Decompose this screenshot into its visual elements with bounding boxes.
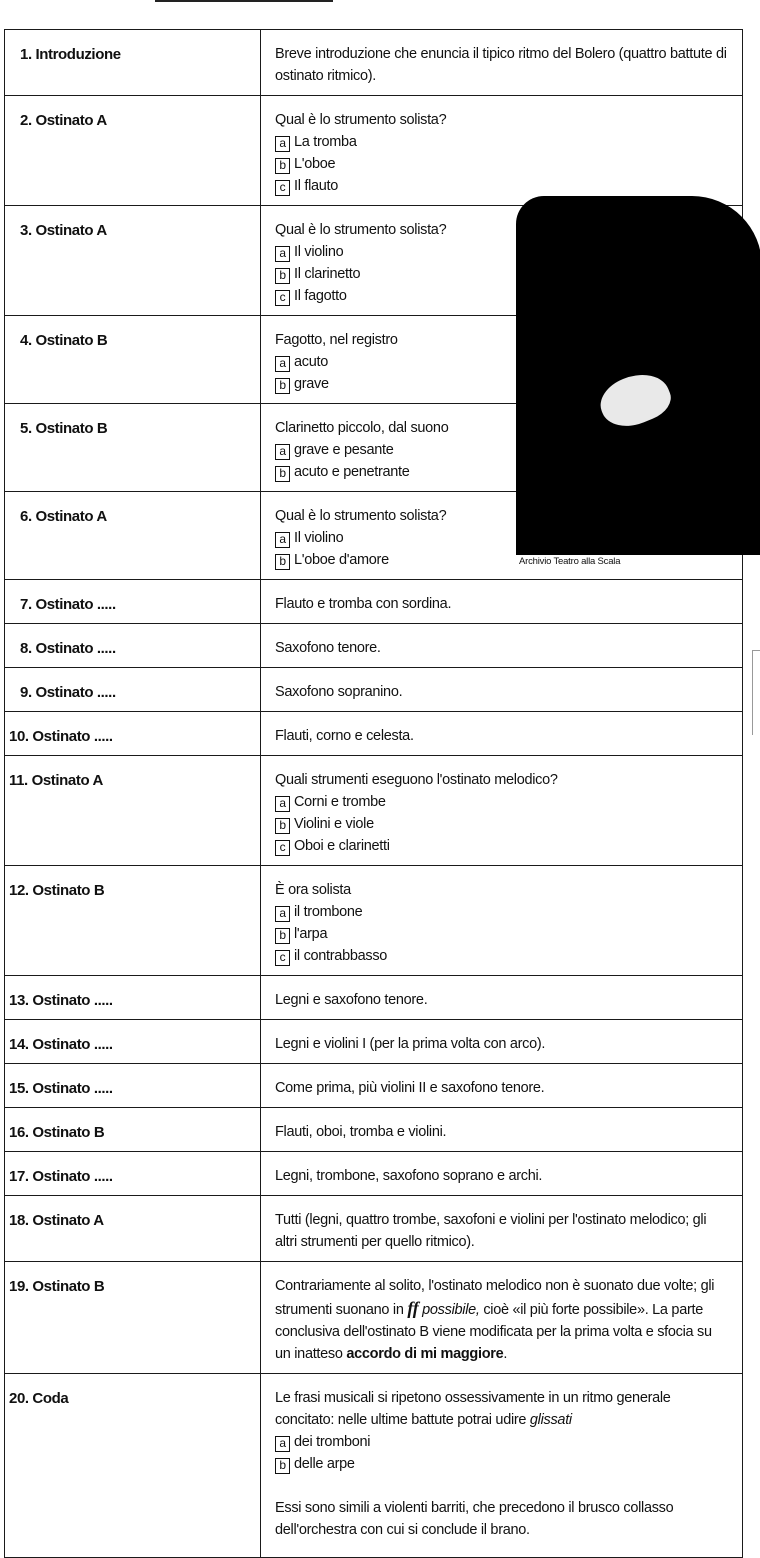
option-a — [275, 1431, 730, 1453]
table-row — [5, 668, 743, 712]
option-text: Corni e trombe — [294, 794, 386, 810]
row-label: 4. Ostinato B — [20, 332, 108, 349]
table-row — [5, 866, 743, 976]
table-row — [5, 756, 743, 866]
row-label: 13. Ostinato ..... — [9, 992, 113, 1009]
row-description: Contrariamente al solito, l'ostinato melodico non è suonato due volte; gli strumenti suonano in ff possibile, cioè «il più forte possibile». La parte conclusiva dell'ostinato B viene modificata per la prima volta e sfocia su un inatteso accordo di mi maggiore. — [275, 1278, 715, 1362]
option-b — [275, 1453, 730, 1475]
row-description: Saxofono sopranino. — [275, 684, 403, 700]
row-label: 20. Coda — [9, 1390, 69, 1407]
row-label: 14. Ostinato ..... — [9, 1036, 113, 1053]
row-label: 6. Ostinato A — [20, 508, 107, 525]
row-description: Flauti, corno e celesta. — [275, 728, 414, 744]
row-label: 18. Ostinato A — [9, 1212, 104, 1229]
option-text: La tromba — [294, 134, 357, 150]
option-c — [275, 835, 730, 857]
option-a — [275, 791, 730, 813]
option-key: b — [275, 1458, 290, 1474]
option-key: c — [275, 950, 290, 966]
orchestra-photo — [516, 196, 760, 555]
table-row — [5, 96, 743, 206]
option-key: a — [275, 1436, 290, 1452]
row-label: 3. Ostinato A — [20, 222, 107, 239]
option-key: b — [275, 928, 290, 944]
row-label: 1. Introduzione — [20, 46, 121, 63]
option-key: b — [275, 378, 290, 394]
option-text: il contrabbasso — [294, 948, 388, 964]
row-label: 7. Ostinato ..... — [20, 596, 116, 613]
row-label: 8. Ostinato ..... — [20, 640, 116, 657]
option-key: a — [275, 796, 290, 812]
row-question: Qual è lo strumento solista? — [275, 222, 447, 238]
row-label: 2. Ostinato A — [20, 112, 107, 129]
row-description: Tutti (legni, quattro trombe, saxofoni e violini per l'ostinato melodico; gli altri strumenti per quello ritmico). — [275, 1212, 707, 1250]
table-row — [5, 1108, 743, 1152]
option-text: Il clarinetto — [294, 266, 361, 282]
option-key: a — [275, 136, 290, 152]
row-label: 9. Ostinato ..... — [20, 684, 116, 701]
option-key: c — [275, 290, 290, 306]
row-description: Breve introduzione che enuncia il tipico ritmo del Bolero (quattro battute di ostinato ritmico). — [275, 46, 727, 84]
table-row — [5, 1152, 743, 1196]
option-text: dei tromboni — [294, 1434, 371, 1450]
option-text: L'oboe — [294, 156, 336, 172]
table-row — [5, 1020, 743, 1064]
table-row — [5, 624, 743, 668]
row-description: Flauto e tromba con sordina. — [275, 596, 452, 612]
row-description: Legni, trombone, saxofono soprano e archi. — [275, 1168, 543, 1184]
option-text: Il violino — [294, 244, 344, 260]
row-description: Saxofono tenore. — [275, 640, 381, 656]
option-a — [275, 131, 730, 153]
row-description: Flauti, oboi, tromba e violini. — [275, 1124, 447, 1140]
option-b — [275, 153, 730, 175]
table-row — [5, 1374, 743, 1558]
row-label: 10. Ostinato ..... — [9, 728, 113, 745]
option-key: b — [275, 554, 290, 570]
option-key: b — [275, 158, 290, 174]
photo-credit: Archivio Teatro alla Scala — [519, 556, 621, 567]
row-question: Quali strumenti eseguono l'ostinato melodico? — [275, 772, 558, 788]
table-row — [5, 1196, 743, 1262]
row-question: Fagotto, nel registro — [275, 332, 398, 348]
table-row — [5, 30, 743, 96]
table-row — [5, 580, 743, 624]
option-text: Il fagotto — [294, 288, 347, 304]
row-question: Qual è lo strumento solista? — [275, 508, 447, 524]
option-c — [275, 175, 730, 197]
option-key: a — [275, 532, 290, 548]
option-key: a — [275, 356, 290, 372]
option-key: b — [275, 466, 290, 482]
table-row — [5, 1064, 743, 1108]
row-description: Legni e saxofono tenore. — [275, 992, 428, 1008]
row-label: 15. Ostinato ..... — [9, 1080, 113, 1097]
bold-term: accordo di mi maggiore — [346, 1346, 504, 1362]
row-question: Qual è lo strumento solista? — [275, 112, 447, 128]
option-text: acuto e penetrante — [294, 464, 410, 480]
row-note: Essi sono simili a violenti barriti, che precedono il brusco collasso dell'orchestra con cui si conclude il brano. — [275, 1500, 674, 1538]
option-text: grave — [294, 376, 329, 392]
row-label: 17. Ostinato ..... — [9, 1168, 113, 1185]
option-key: c — [275, 180, 290, 196]
option-text: grave e pesante — [294, 442, 394, 458]
table-row — [5, 976, 743, 1020]
option-key: a — [275, 246, 290, 262]
option-text: Il flauto — [294, 178, 339, 194]
row-question: È ora solista — [275, 882, 351, 898]
option-key: b — [275, 268, 290, 284]
option-text: L'oboe d'amore — [294, 552, 389, 568]
option-text: acuto — [294, 354, 328, 370]
row-description: Legni e violini I (per la prima volta con arco). — [275, 1036, 546, 1052]
option-text: delle arpe — [294, 1456, 355, 1472]
option-b — [275, 923, 730, 945]
margin-mark — [752, 650, 760, 735]
option-text: Oboi e clarinetti — [294, 838, 390, 854]
option-key: c — [275, 840, 290, 856]
option-b — [275, 813, 730, 835]
row-label: 5. Ostinato B — [20, 420, 108, 437]
table-row — [5, 1262, 743, 1374]
option-key: b — [275, 818, 290, 834]
option-key: a — [275, 444, 290, 460]
row-question: Clarinetto piccolo, dal suono — [275, 420, 449, 436]
option-key: a — [275, 906, 290, 922]
row-label: 19. Ostinato B — [9, 1278, 105, 1295]
italic-term: possibile, — [422, 1302, 480, 1318]
top-rule — [155, 0, 333, 2]
row-label: 12. Ostinato B — [9, 882, 105, 899]
table-row — [5, 712, 743, 756]
dynamic-marking: ff — [407, 1298, 419, 1318]
row-question: Le frasi musicali si ripetono ossessivamente in un ritmo generale concitato: nelle ultime battute potrai udire glissati — [275, 1390, 671, 1428]
row-description: Come prima, più violini II e saxofono tenore. — [275, 1080, 545, 1096]
option-a — [275, 901, 730, 923]
row-label: 16. Ostinato B — [9, 1124, 105, 1141]
option-text: il trombone — [294, 904, 363, 920]
option-c — [275, 945, 730, 967]
option-text: Violini e viole — [294, 816, 374, 832]
option-text: Il violino — [294, 530, 344, 546]
option-text: l'arpa — [294, 926, 328, 942]
photo-highlight — [594, 365, 677, 436]
row-label: 11. Ostinato A — [9, 772, 103, 789]
